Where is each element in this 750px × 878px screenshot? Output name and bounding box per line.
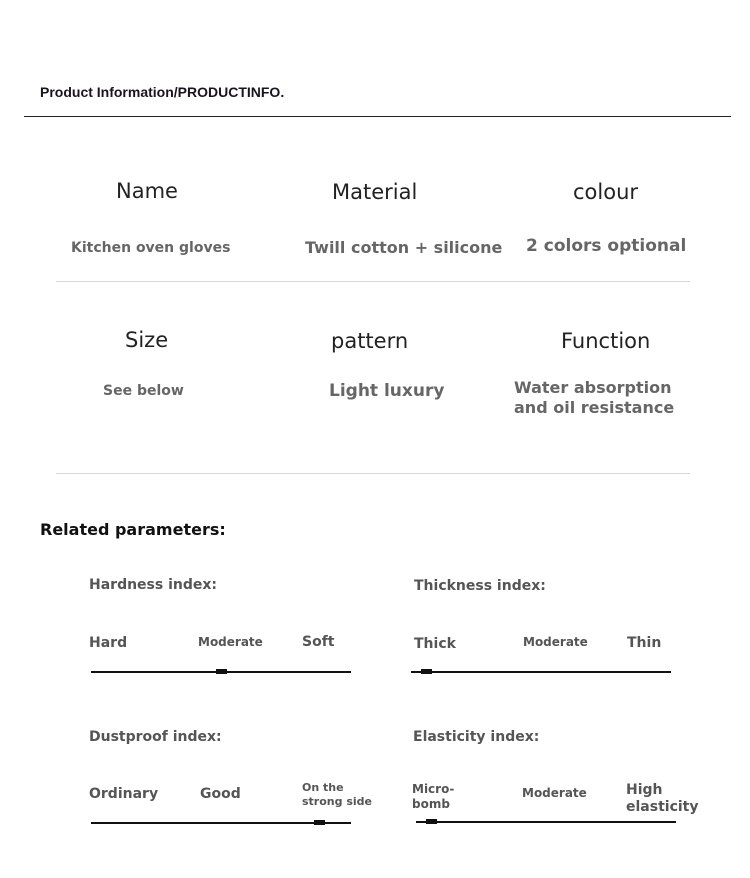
dustproof-tick-strong-line-1: On the [302, 781, 344, 794]
hardness-title: Hardness index: [89, 577, 218, 593]
hardness-marker [216, 669, 227, 674]
thickness-scale [411, 671, 671, 673]
elasticity-scale [416, 821, 676, 823]
material-value: Twill cotton + silicone [305, 238, 503, 257]
elasticity-marker [426, 819, 437, 824]
name-value: Kitchen oven gloves [71, 240, 231, 256]
dustproof-marker [314, 820, 325, 825]
size-value: See below [103, 383, 184, 399]
elasticity-tick-micro-line-2: bomb [412, 797, 450, 811]
material-label: Material [332, 180, 418, 204]
thickness-tick-thick: Thick [414, 636, 456, 652]
thickness-marker [421, 669, 432, 674]
dustproof-tick-strong [302, 781, 372, 809]
dustproof-scale [91, 822, 351, 824]
related-parameters-title: Related parameters: [40, 520, 226, 539]
page-header-title: Product Information/PRODUCTINFO. [40, 84, 285, 100]
name-label: Name [116, 179, 178, 203]
function-label: Function [561, 329, 651, 353]
elasticity-tick-micro-line-1: Micro- [412, 782, 455, 796]
row-divider [56, 281, 690, 282]
function-value-line-2: and oil resistance [514, 398, 675, 417]
elasticity-tick-high-line-2: elasticity [626, 799, 699, 815]
section-divider [56, 473, 690, 474]
pattern-value: Light luxury [329, 381, 445, 401]
hardness-tick-moderate: Moderate [198, 635, 263, 649]
dustproof-tick-ordinary: Ordinary [89, 786, 159, 802]
dustproof-title: Dustproof index: [89, 729, 222, 745]
elasticity-tick-moderate: Moderate [522, 786, 587, 800]
function-value-line-1: Water absorption [514, 378, 672, 397]
dustproof-tick-strong-line-2: strong side [302, 795, 372, 808]
elasticity-tick-high [626, 782, 698, 816]
elasticity-tick-micro [412, 782, 454, 812]
dustproof-tick-good: Good [200, 786, 241, 802]
hardness-scale [91, 671, 351, 673]
hardness-tick-hard: Hard [89, 635, 128, 651]
thickness-tick-moderate: Moderate [523, 635, 588, 649]
colour-label: colour [573, 180, 639, 204]
elasticity-title: Elasticity index: [413, 729, 540, 745]
elasticity-tick-high-line-1: High [626, 782, 663, 798]
size-label: Size [125, 328, 169, 352]
pattern-label: pattern [331, 329, 409, 353]
thickness-tick-thin: Thin [627, 635, 662, 651]
colour-value: 2 colors optional [526, 236, 687, 256]
hardness-tick-soft: Soft [302, 634, 335, 650]
header-divider [24, 116, 731, 117]
thickness-title: Thickness index: [414, 578, 546, 594]
function-value [514, 378, 674, 418]
